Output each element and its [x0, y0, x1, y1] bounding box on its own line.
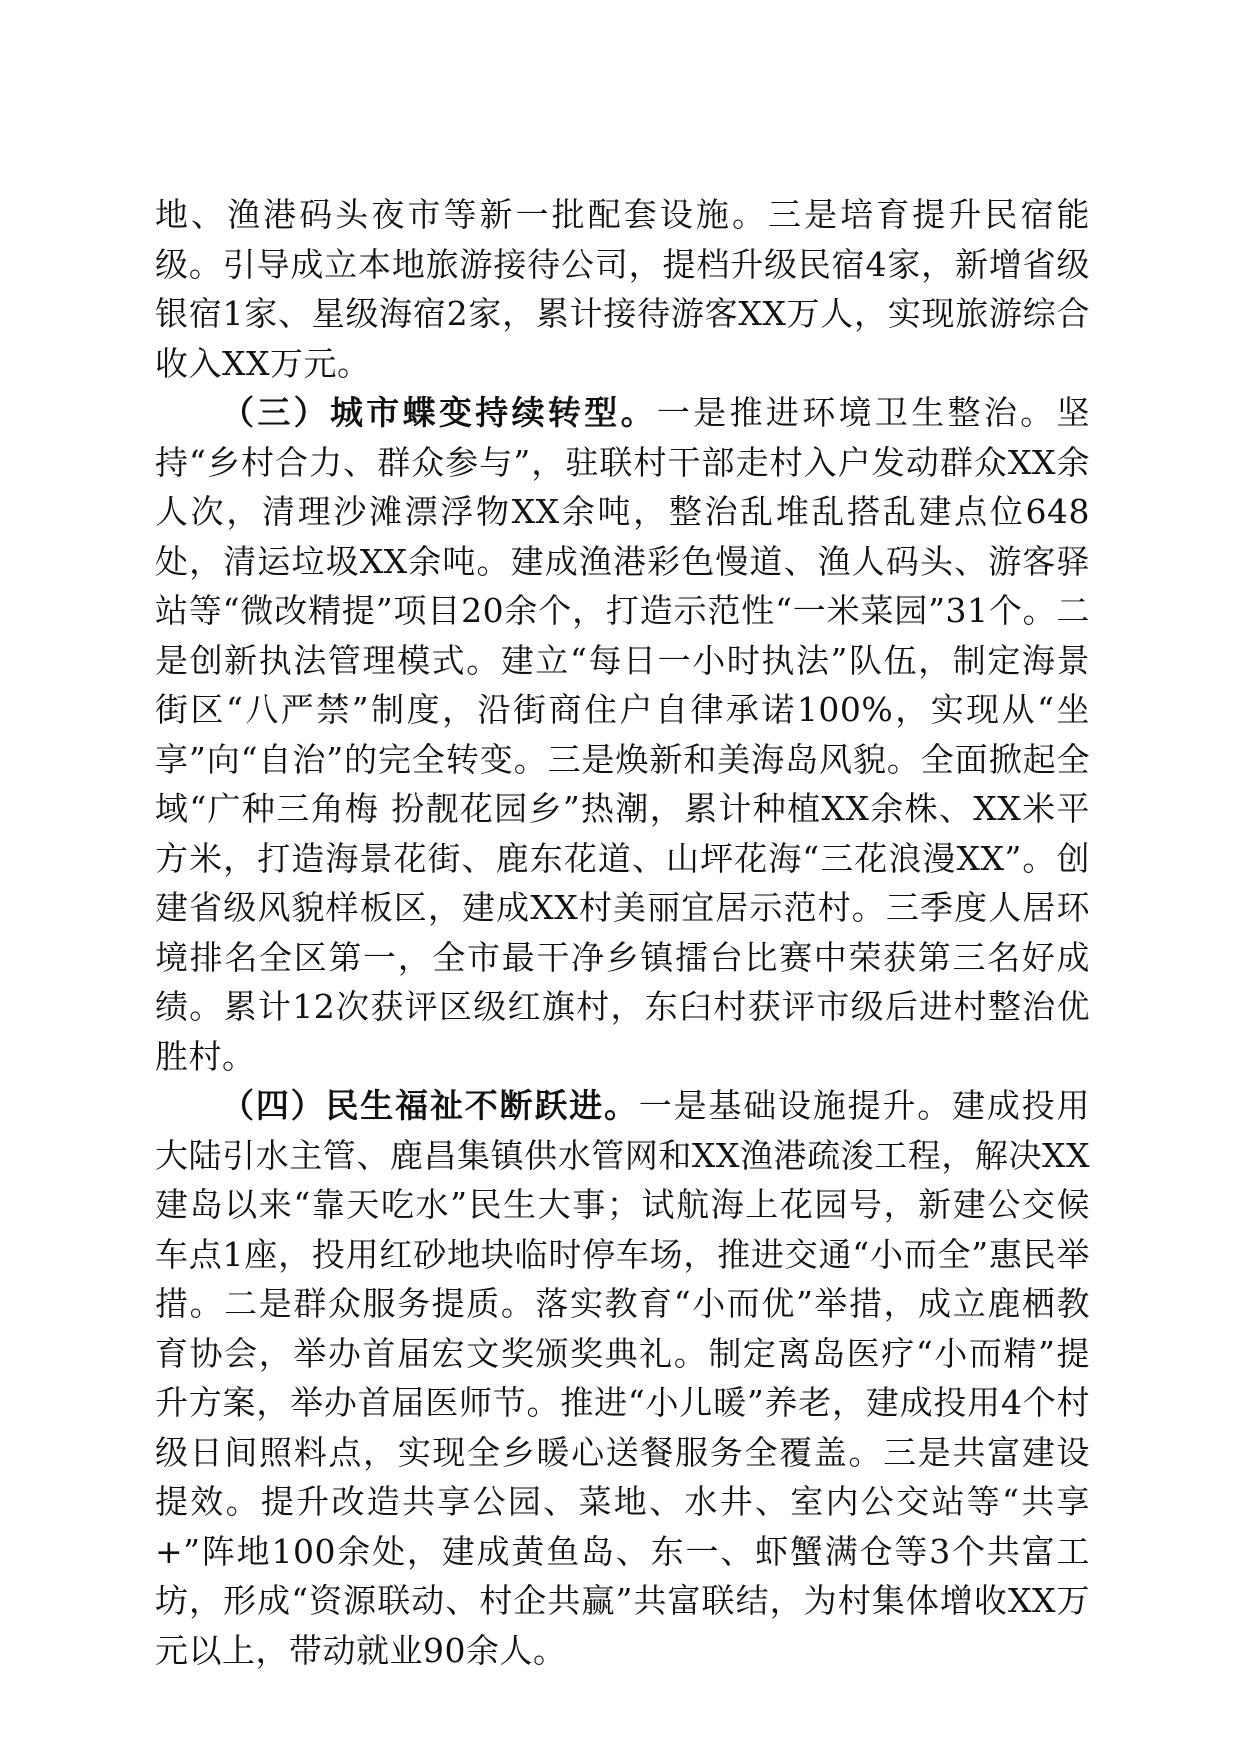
paragraph-text: 地、渔港码头夜市等新一批配套设施。三是培育提升民宿能级。引导成立本地旅游接待公司，提档升级民宿4家，新增省级银宿1家、星级海宿2家，累计接待游客XX万人，实现旅游综合收入XX万元。 [155, 195, 1090, 383]
paragraph-text: 一是基础设施提升。建成投用大陆引水主管、鹿昌集镇供水管网和XX渔港疏浚工程，解决XX建岛以来“靠天吃水”民生大事；试航海上花园号，新建公交候车点1座，投用红砂地块临时停车场，推进交通“小而全”惠民举措。二是群众服务提质。落实教育“小而优”举措，成立鹿栖教育协会，举办首届宏文奖颁奖典礼。制定离岛医疗“小而精”提升方案，举办首届医师节。推进“小儿暖”养老，建成投用4个村级日间照料点，实现全乡暖心送餐服务全覆盖。三是共富建设提效。提升改造共享公园、菜地、水井、室内公交站等“共享+”阵地100余处，建成黄鱼岛、东一、虾蟹满仓等3个共富工坊，形成“资源联动、村企共赢”共富联结，为村集体增收XX万元以上，带动就业90余人。 [155, 1086, 1090, 1670]
paragraph-section-three [155, 388, 1090, 1081]
paragraph-continued [155, 190, 1090, 388]
section-heading: （四）民生福祉不断跃进。 [221, 1086, 639, 1125]
paragraph-section-four [155, 1081, 1090, 1675]
section-heading: （三）城市蝶变持续转型。 [221, 393, 657, 432]
paragraph-text: 一是推进环境卫生整治。坚持“乡村合力、群众参与”，驻联村干部走村入户发动群众XX余人次，清理沙滩漂浮物XX余吨，整治乱堆乱搭乱建点位648处，清运垃圾XX余吨。建成渔港彩色慢道、渔人码头、游客驿站等“微改精提”项目20余个，打造示范性“一米菜园”31个。二是创新执法管理模式。建立“每日一小时执法”队伍，制定海景街区“八严禁”制度，沿街商住户自律承诺100%，实现从“坐享”向“自治”的完全转变。三是焕新和美海岛风貌。全面掀起全域“广种三角梅 扮靓花园乡”热潮，累计种植XX余株、XX米平方米，打造海景花街、鹿东花道、山坪花海“三花浪漫XX”。创建省级风貌样板区，建成XX村美丽宜居示范村。三季度人居环境排名全区第一，全市最干净乡镇擂台比赛中荣获第三名好成绩。累计12次获评区级红旗村，东臼村获评市级后进村整治优胜村。 [155, 393, 1091, 1076]
document-body [155, 190, 1090, 1675]
